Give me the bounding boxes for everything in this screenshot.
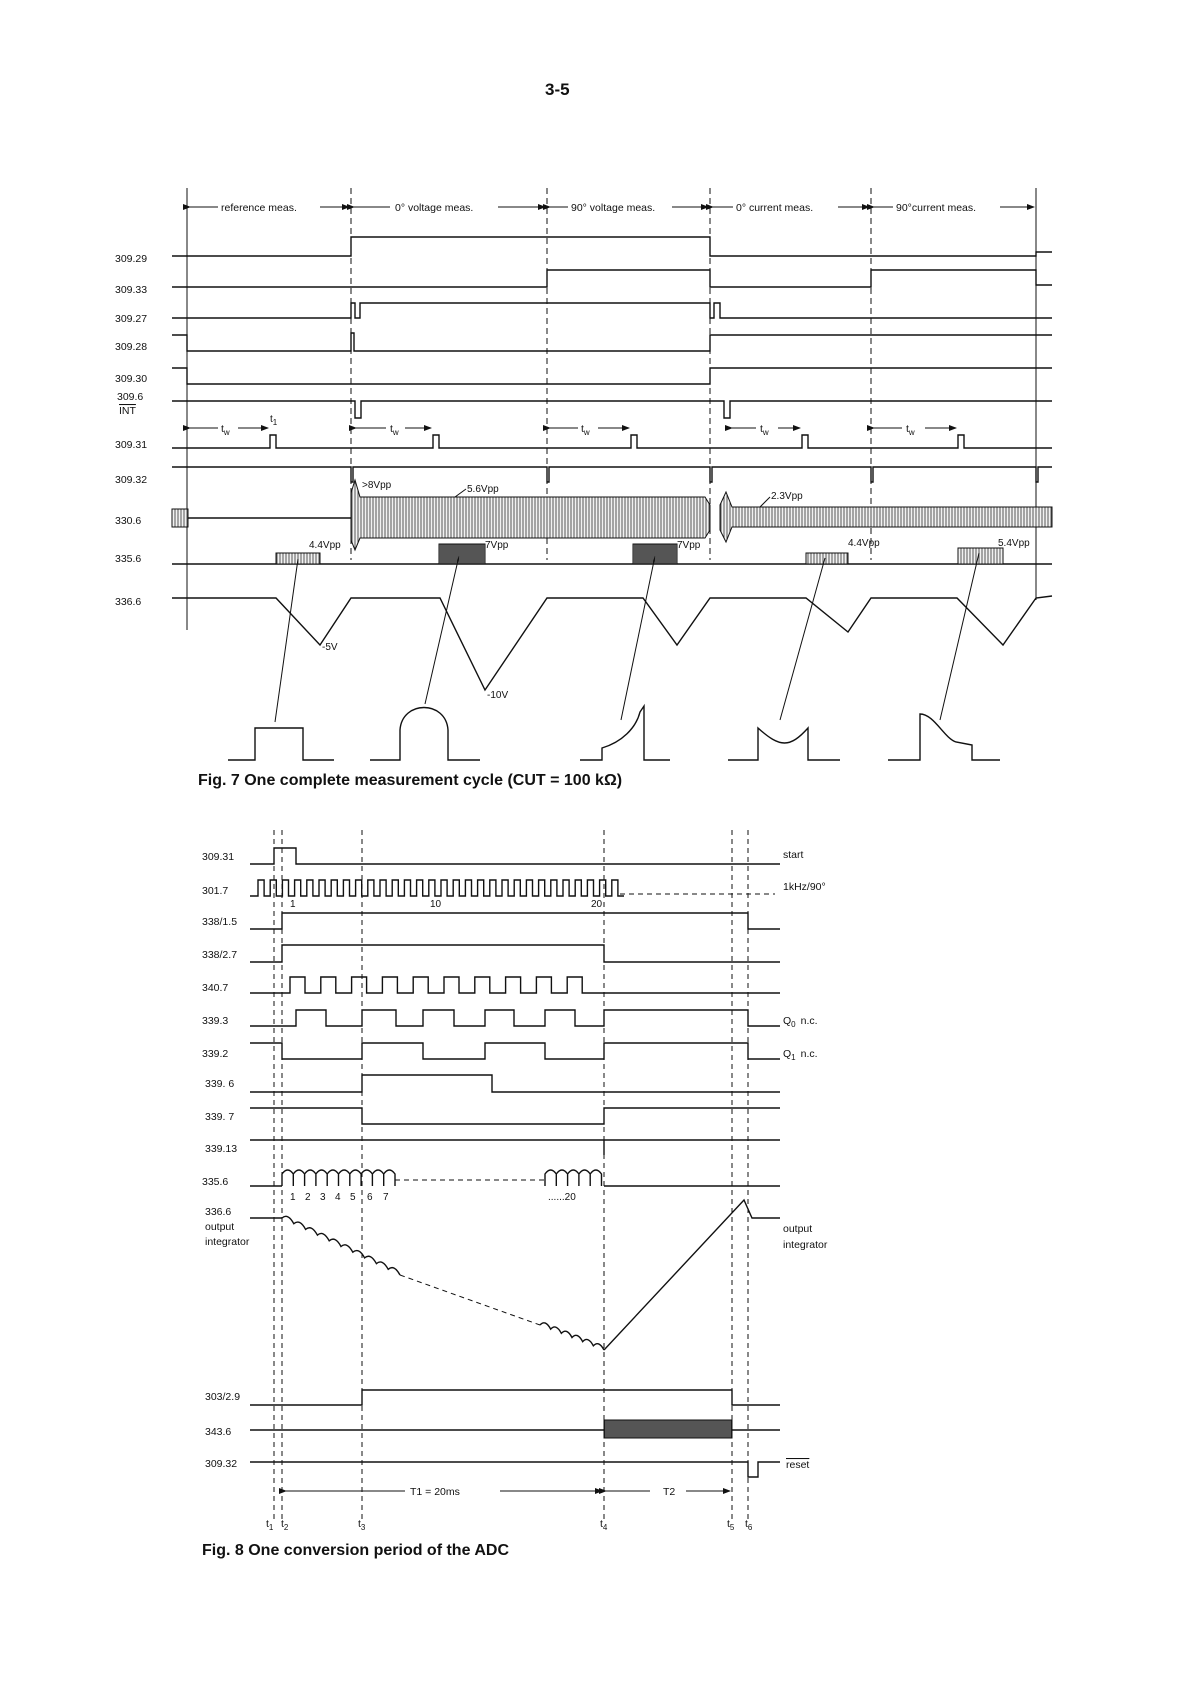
t2-label: T2 (663, 1486, 676, 1498)
wave-339-3 (250, 1010, 780, 1026)
fig7-335-bursts (276, 544, 1003, 564)
sig-int: INT (119, 405, 136, 417)
burst-335-first (282, 1170, 395, 1186)
label-q1: $Q_1$ n.c. (783, 1048, 818, 1062)
f8-343-burst (604, 1420, 732, 1438)
c335-6: 6 (367, 1192, 373, 1203)
f8-sig-integrator: integrator (205, 1236, 250, 1248)
phase-90-current: 90°current meas. (896, 202, 977, 214)
f8-sig-339-3: 339.3 (202, 1015, 229, 1027)
burst-335-last (545, 1170, 602, 1186)
f8-sig-339-13: 339.13 (205, 1143, 238, 1155)
ramp-down-first (282, 1216, 400, 1275)
ann-7vpp-2: 7Vpp (677, 540, 701, 551)
f8-sig-309-31: 309.31 (202, 851, 235, 863)
c335-3: 3 (320, 1192, 326, 1203)
ramp-down-last (540, 1323, 604, 1350)
wave-309-28 (172, 333, 1052, 351)
c335-5: 5 (350, 1192, 356, 1203)
wave-309-31 (172, 435, 1052, 448)
fig8-right-labels (783, 849, 828, 1471)
fig7-signal-labels (115, 253, 147, 608)
clock-340-7 (250, 977, 780, 993)
phase-reference: reference meas. (221, 202, 297, 214)
tw-label-4: $t_w$ (760, 423, 769, 437)
time-t6: $t_6$ (745, 1518, 753, 1532)
time-t1: $t_1$ (266, 1518, 274, 1532)
f8-sig-339-7: 339. 7 (205, 1111, 235, 1123)
f8-wave-338-2-7 (250, 945, 780, 962)
f8-wave-309-31 (250, 848, 780, 864)
tw-label-3: $t_w$ (581, 423, 590, 437)
t1-label: $t_1$ (270, 414, 278, 427)
label-output: output (783, 1223, 813, 1235)
wave-309-6 (172, 401, 1052, 418)
label-reset: reset (786, 1459, 810, 1471)
time-t5: $t_5$ (727, 1518, 735, 1532)
phase-0-voltage: 0° voltage meas. (395, 202, 474, 214)
fig7-330-envelopes (172, 480, 1052, 550)
f8-wave-338-1-5 (250, 913, 780, 929)
f8-sig-336-6: 336.6 (205, 1206, 232, 1218)
wave-339-2 (250, 1043, 780, 1059)
c335-7: 7 (383, 1192, 389, 1203)
fig8-diagram (202, 830, 828, 1532)
sig-336-6: 336.6 (115, 596, 142, 608)
count-10: 10 (430, 899, 442, 910)
f8-sig-340-7: 340.7 (202, 982, 229, 994)
sig-309-32: 309.32 (115, 474, 148, 486)
c335-2: 2 (305, 1192, 311, 1203)
f8-sig-309-32: 309.32 (205, 1458, 238, 1470)
f8-wave-339-2 (250, 1043, 780, 1059)
ann-4-4vpp-2: 4.4Vpp (848, 538, 880, 549)
ann-2-3vpp: 2.3Vpp (771, 491, 803, 502)
fig7-pulse-shapes (228, 706, 1000, 760)
f8-wave-309-32 (250, 1462, 780, 1477)
f8-sig-343-6: 343.6 (205, 1426, 232, 1438)
fig8-waveforms (250, 848, 780, 1477)
pulse-rect (228, 728, 334, 760)
f8-wave-301-7 (250, 880, 624, 896)
ann-minus-5v: -5V (322, 642, 338, 653)
f8-sig-output: output (205, 1221, 235, 1233)
fig7-pointer-lines (275, 553, 979, 722)
tw-label-2: $t_w$ (390, 423, 399, 437)
f8-wave-303-2-9 (250, 1390, 780, 1405)
fig8-caption: Fig. 8 One conversion period of the ADC (202, 1542, 509, 1559)
ann-5-6vpp: 5.6Vpp (467, 484, 499, 495)
wave-336-6 (172, 596, 1052, 690)
wave-309-30 (172, 368, 1052, 384)
label-q0: $Q_0$ n.c. (783, 1015, 818, 1029)
ann-minus-10v: -10V (487, 690, 509, 701)
phase-0-current: 0° current meas. (736, 202, 814, 214)
t1-20ms: T1 = 20ms (410, 1486, 460, 1498)
ann-4-4vpp-1: 4.4Vpp (309, 540, 341, 551)
fig8-dimensions (286, 1486, 730, 1498)
f8-sig-301-7: 301.7 (202, 885, 229, 897)
f8-wave-339-3 (250, 1010, 780, 1026)
time-t2: $t_2$ (281, 1518, 289, 1532)
f8-wave-339-7 (250, 1108, 780, 1124)
phase-90-voltage: 90° voltage meas. (571, 202, 656, 214)
pulse-rising (580, 706, 670, 760)
time-t3: $t_3$ (358, 1518, 366, 1532)
f8-sig-339-2: 339.2 (202, 1048, 229, 1060)
fig7-waveforms (172, 237, 1052, 690)
fig7-diagram (115, 188, 1052, 760)
sig-309-33: 309.33 (115, 284, 148, 296)
page-number: 3-5 (545, 80, 570, 99)
fig7-phase-labels (190, 202, 1034, 214)
fig7-tw-arrows (190, 414, 956, 437)
clock-301-7 (250, 880, 624, 896)
time-t4: $t_4$ (600, 1518, 608, 1532)
fig8-signal-labels (202, 851, 250, 1470)
count-1: 1 (290, 899, 296, 910)
f8-sig-338-1-5: 338/1.5 (202, 916, 238, 928)
f8-sig-335-6: 335.6 (202, 1176, 229, 1188)
pulse-falling (888, 714, 1000, 760)
fig8-time-labels (266, 1518, 753, 1532)
sig-330-6: 330.6 (115, 515, 142, 527)
sig-309-30: 309.30 (115, 373, 148, 385)
pulse-round (370, 708, 480, 761)
wave-309-27 (172, 303, 1052, 318)
ramp-down-dash (400, 1275, 540, 1325)
wave-309-32 (172, 467, 1052, 482)
f8-sig-339-6: 339. 6 (205, 1078, 235, 1090)
f8-wave-335-6 (250, 1170, 780, 1186)
tw-label-1: $t_w$ (221, 423, 230, 437)
ann-5-4vpp: 5.4Vpp (998, 538, 1030, 549)
f8-sig-303-2-9: 303/2.9 (205, 1391, 241, 1403)
tw-label-5: $t_w$ (906, 423, 915, 437)
f8-wave-ramp-down (282, 1216, 604, 1350)
pulse-dip (728, 728, 840, 760)
sig-309-29: 309.29 (115, 253, 148, 265)
c335-4: 4 (335, 1192, 341, 1203)
fig8-time-markers (274, 830, 748, 1520)
c335-20: ......20 (548, 1192, 576, 1203)
wave-309-29 (172, 237, 1052, 256)
fig7-caption: Fig. 7 One complete measurement cycle (CUT = 100 kΩ) (198, 772, 623, 789)
label-start: start (783, 849, 804, 861)
f8-sig-338-2-7: 338/2.7 (202, 949, 238, 961)
label-integrator: integrator (783, 1239, 828, 1251)
wave-309-33 (172, 270, 1052, 287)
sig-335-6: 335.6 (115, 553, 142, 565)
f8-wave-339-6 (250, 1075, 780, 1092)
ann-8vpp: >8Vpp (362, 480, 392, 491)
c335-1: 1 (290, 1192, 296, 1203)
sig-309-28: 309.28 (115, 341, 148, 353)
sig-309-31: 309.31 (115, 439, 148, 451)
label-1khz: 1kHz/90° (783, 881, 826, 893)
sig-309-6: 309.6 (117, 391, 144, 403)
sig-309-27: 309.27 (115, 313, 148, 325)
f8-wave-340-7 (250, 977, 780, 993)
f8-wave-ramp-up (604, 1200, 780, 1350)
count-20: 20 (591, 899, 603, 910)
ann-7vpp-1: 7Vpp (485, 540, 509, 551)
